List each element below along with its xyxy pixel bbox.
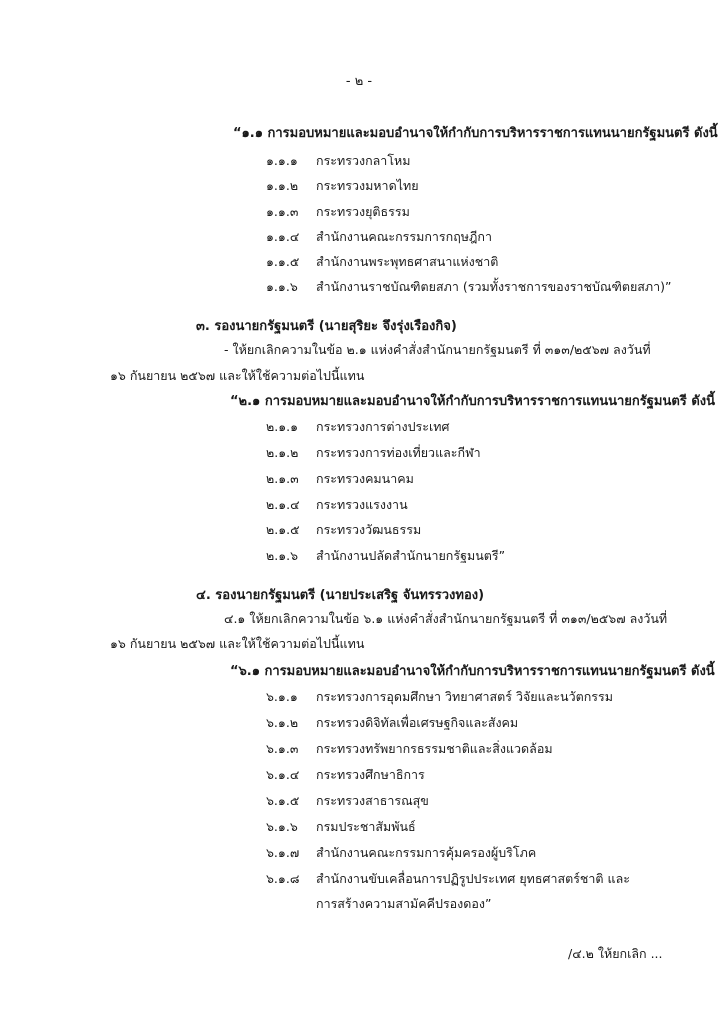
item-number: ๒.๑.๖ xyxy=(266,548,299,563)
item-text: กระทรวงวัฒนธรรม xyxy=(316,522,422,537)
item-text: กระทรวงคมนาคม xyxy=(316,471,414,486)
item-number: ๒.๑.๓ xyxy=(266,471,299,486)
item-text: กรมประชาสัมพันธ์ xyxy=(316,819,416,834)
item-text: กระทรวงสาธารณสุข xyxy=(316,793,429,808)
item-text: สำนักงานขับเคลื่อนการปฏิรูปประเทศ ยุทธศาสตร์ชาติ และ xyxy=(316,871,630,886)
item-text: กระทรวงการต่างประเทศ xyxy=(316,419,450,434)
section-3-paragraph-line1: - ให้ยกเลิกความในข้อ ๒.๑ แห่งคำสั่งสำนักนายกรัฐมนตรี ที่ ๓๑๓/๒๕๖๗ ลงวันที่ xyxy=(224,342,651,357)
item-text: สำนักงานคณะกรรมการคุ้มครองผู้บริโภค xyxy=(316,845,537,860)
item-number: ๒.๑.๒ xyxy=(266,445,299,460)
item-number: ๑.๑.๓ xyxy=(266,204,299,219)
item-number: ๖.๑.๖ xyxy=(266,819,298,834)
item-number: ๒.๑.๔ xyxy=(266,497,300,512)
item-text: กระทรวงแรงงาน xyxy=(316,497,408,512)
section-4-title: ๔. รองนายกรัฐมนตรี (นายประเสริฐ จันทรรวงทอง) xyxy=(196,588,485,603)
item-text: กระทรวงมหาดไทย xyxy=(316,178,419,193)
section-3-title: ๓. รองนายกรัฐมนตรี (นายสุริยะ จึงรุ่งเรืองกิจ) xyxy=(196,319,457,334)
item-number: ๖.๑.๒ xyxy=(266,715,299,730)
item-text-continuation: การสร้างความสามัคคีปรองดอง” xyxy=(316,896,492,911)
section-6-1-heading: “๖.๑ การมอบหมายและมอบอำนาจให้กำกับการบริหารราชการแทนนายกรัฐมนตรี ดังนี้ xyxy=(230,664,715,679)
next-page-continuation: /๔.๒ ให้ยกเลิก ... xyxy=(568,946,663,961)
item-text: กระทรวงศึกษาธิการ xyxy=(316,767,425,782)
item-text: กระทรวงกลาโหม xyxy=(316,153,411,168)
item-number: ๖.๑.๕ xyxy=(266,793,300,808)
page-number: - ๒ - xyxy=(345,74,373,89)
section-4-paragraph-line1: ๔.๑ ให้ยกเลิกความในข้อ ๖.๑ แห่งคำสั่งสำนักนายกรัฐมนตรี ที่ ๓๑๓/๒๕๖๗ ลงวันที่ xyxy=(224,611,668,626)
item-number: ๑.๑.๒ xyxy=(266,178,299,193)
item-text: สำนักงานพระพุทธศาสนาแห่งชาติ xyxy=(316,254,499,269)
item-number: ๒.๑.๑ xyxy=(266,419,299,434)
item-text: กระทรวงดิจิทัลเพื่อเศรษฐกิจและสังคม xyxy=(316,715,519,730)
item-number: ๖.๑.๑ xyxy=(266,689,298,704)
item-text: กระทรวงการท่องเที่ยวและกีฬา xyxy=(316,445,481,460)
item-text: กระทรวงการอุดมศึกษา วิทยาศาสตร์ วิจัยและนวัตกรรม xyxy=(316,689,613,704)
item-text: สำนักงานคณะกรรมการกฤษฎีกา xyxy=(316,229,492,244)
item-number: ๖.๑.๔ xyxy=(266,767,300,782)
item-number: ๑.๑.๑ xyxy=(266,153,298,168)
item-number: ๖.๑.๗ xyxy=(266,845,300,860)
section-3-paragraph-line2: ๑๖ กันยายน ๒๕๖๗ และให้ใช้ความต่อไปนี้แทน xyxy=(110,368,365,383)
item-text: สำนักงานราชบัณฑิตยสภา (รวมทั้งราชการของราชบัณฑิตยสภา)” xyxy=(316,279,672,294)
item-number: ๖.๑.๓ xyxy=(266,741,299,756)
section-2-1-heading: “๒.๑ การมอบหมายและมอบอำนาจให้กำกับการบริหารราชการแทนนายกรัฐมนตรี ดังนี้ xyxy=(230,394,715,409)
item-number: ๑.๑.๖ xyxy=(266,279,298,294)
item-text: กระทรวงทรัพยากรธรรมชาติและสิ่งแวดล้อม xyxy=(316,741,553,756)
item-number: ๒.๑.๕ xyxy=(266,522,300,537)
item-number: ๖.๑.๘ xyxy=(266,871,300,886)
section-4-paragraph-line2: ๑๖ กันยายน ๒๕๖๗ และให้ใช้ความต่อไปนี้แทน xyxy=(110,636,365,651)
item-number: ๑.๑.๕ xyxy=(266,254,300,269)
section-1-1-heading: “๑.๑ การมอบหมายและมอบอำนาจให้กำกับการบริหารราชการแทนนายกรัฐมนตรี ดังนี้ xyxy=(233,126,718,141)
item-text: สำนักงานปลัดสำนักนายกรัฐมนตรี” xyxy=(316,548,506,563)
item-text: กระทรวงยุติธรรม xyxy=(316,204,410,219)
item-number: ๑.๑.๔ xyxy=(266,229,300,244)
